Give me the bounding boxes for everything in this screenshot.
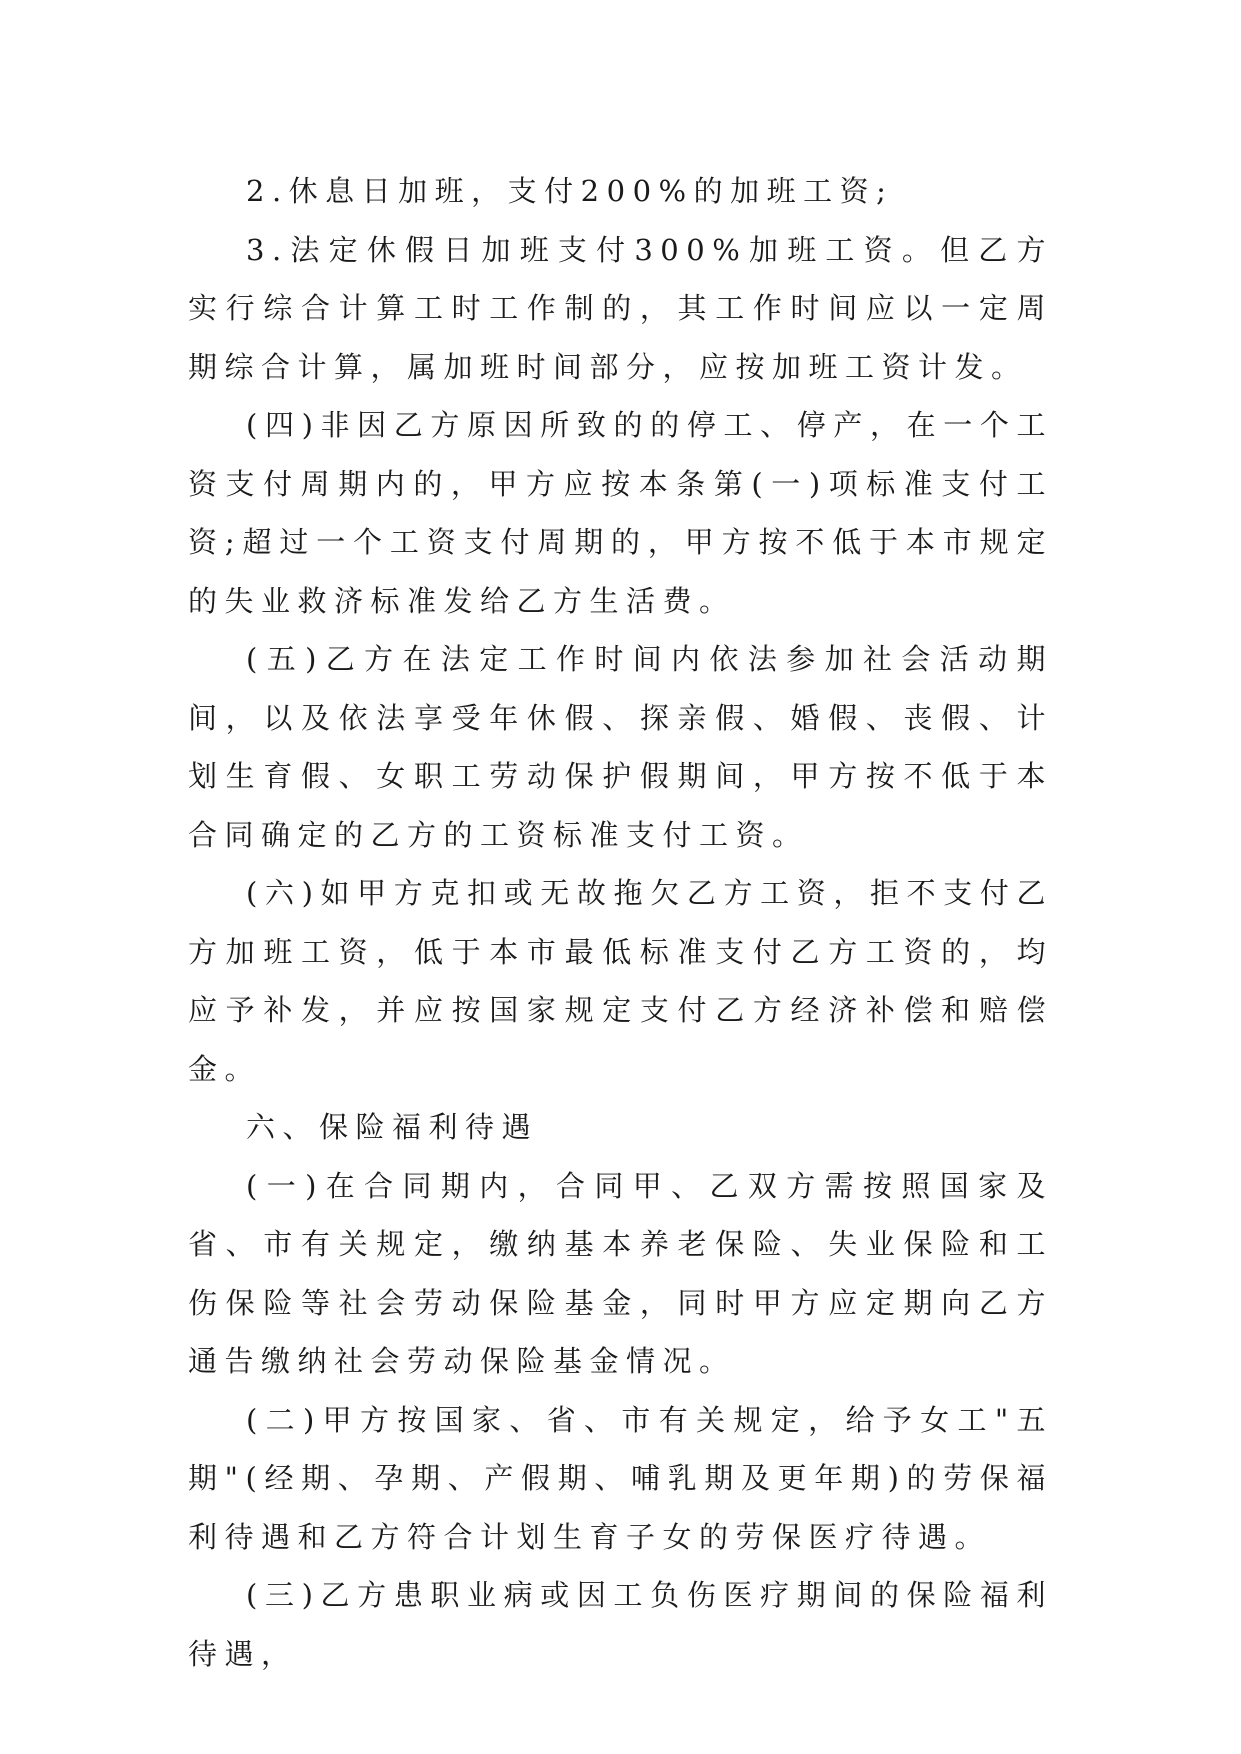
section-heading-insurance-welfare: 六、保险福利待遇 — [246, 1110, 539, 1144]
paragraph-holiday-overtime: 3.法定休假日加班支付300%加班工资。但乙方实行综合计算工时工作制的，其工作时间应以一定周期综合计算，属加班时间部分，应按加班工资计发。 — [188, 232, 1053, 384]
paragraph-clause-4-work-stoppage: (四)非因乙方原因所致的的停工、停产，在一个工资支付周期内的，甲方应按本条第(一)项标准支付工资;超过一个工资支付周期的，甲方按不低于本市规定的失业救济标准发给乙方生活费。 — [188, 408, 1053, 618]
paragraph-insurance-clause-2: (二)甲方按国家、省、市有关规定，给予女工"五期"(经期、孕期、产假期、哺乳期及更年期)的劳保福利待遇和乙方符合计划生育子女的劳保医疗待遇。 — [188, 1402, 1053, 1554]
paragraph-rest-day-overtime: 2.休息日加班，支付200%的加班工资; — [246, 174, 894, 208]
document-body — [188, 162, 1053, 1683]
paragraph-clause-6-wage-arrears: (六)如甲方克扣或无故拖欠乙方工资，拒不支付乙方加班工资，低于本市最低标准支付乙方工资的，均应予补发，并应按国家规定支付乙方经济补偿和赔偿金。 — [188, 876, 1053, 1086]
paragraph-insurance-clause-1: (一)在合同期内，合同甲、乙双方需按照国家及省、市有关规定，缴纳基本养老保险、失业保险和工伤保险等社会劳动保险基金，同时甲方应定期向乙方通告缴纳社会劳动保险基金情况。 — [188, 1168, 1053, 1378]
paragraph-clause-5-social-activities: (五)乙方在法定工作时间内依法参加社会活动期间，以及依法享受年休假、探亲假、婚假、丧假、计划生育假、女职工劳动保护假期间，甲方按不低于本合同确定的乙方的工资标准支付工资。 — [188, 642, 1053, 852]
paragraph-insurance-clause-3: (三)乙方患职业病或因工负伤医疗期间的保险福利待遇， — [188, 1578, 1053, 1671]
